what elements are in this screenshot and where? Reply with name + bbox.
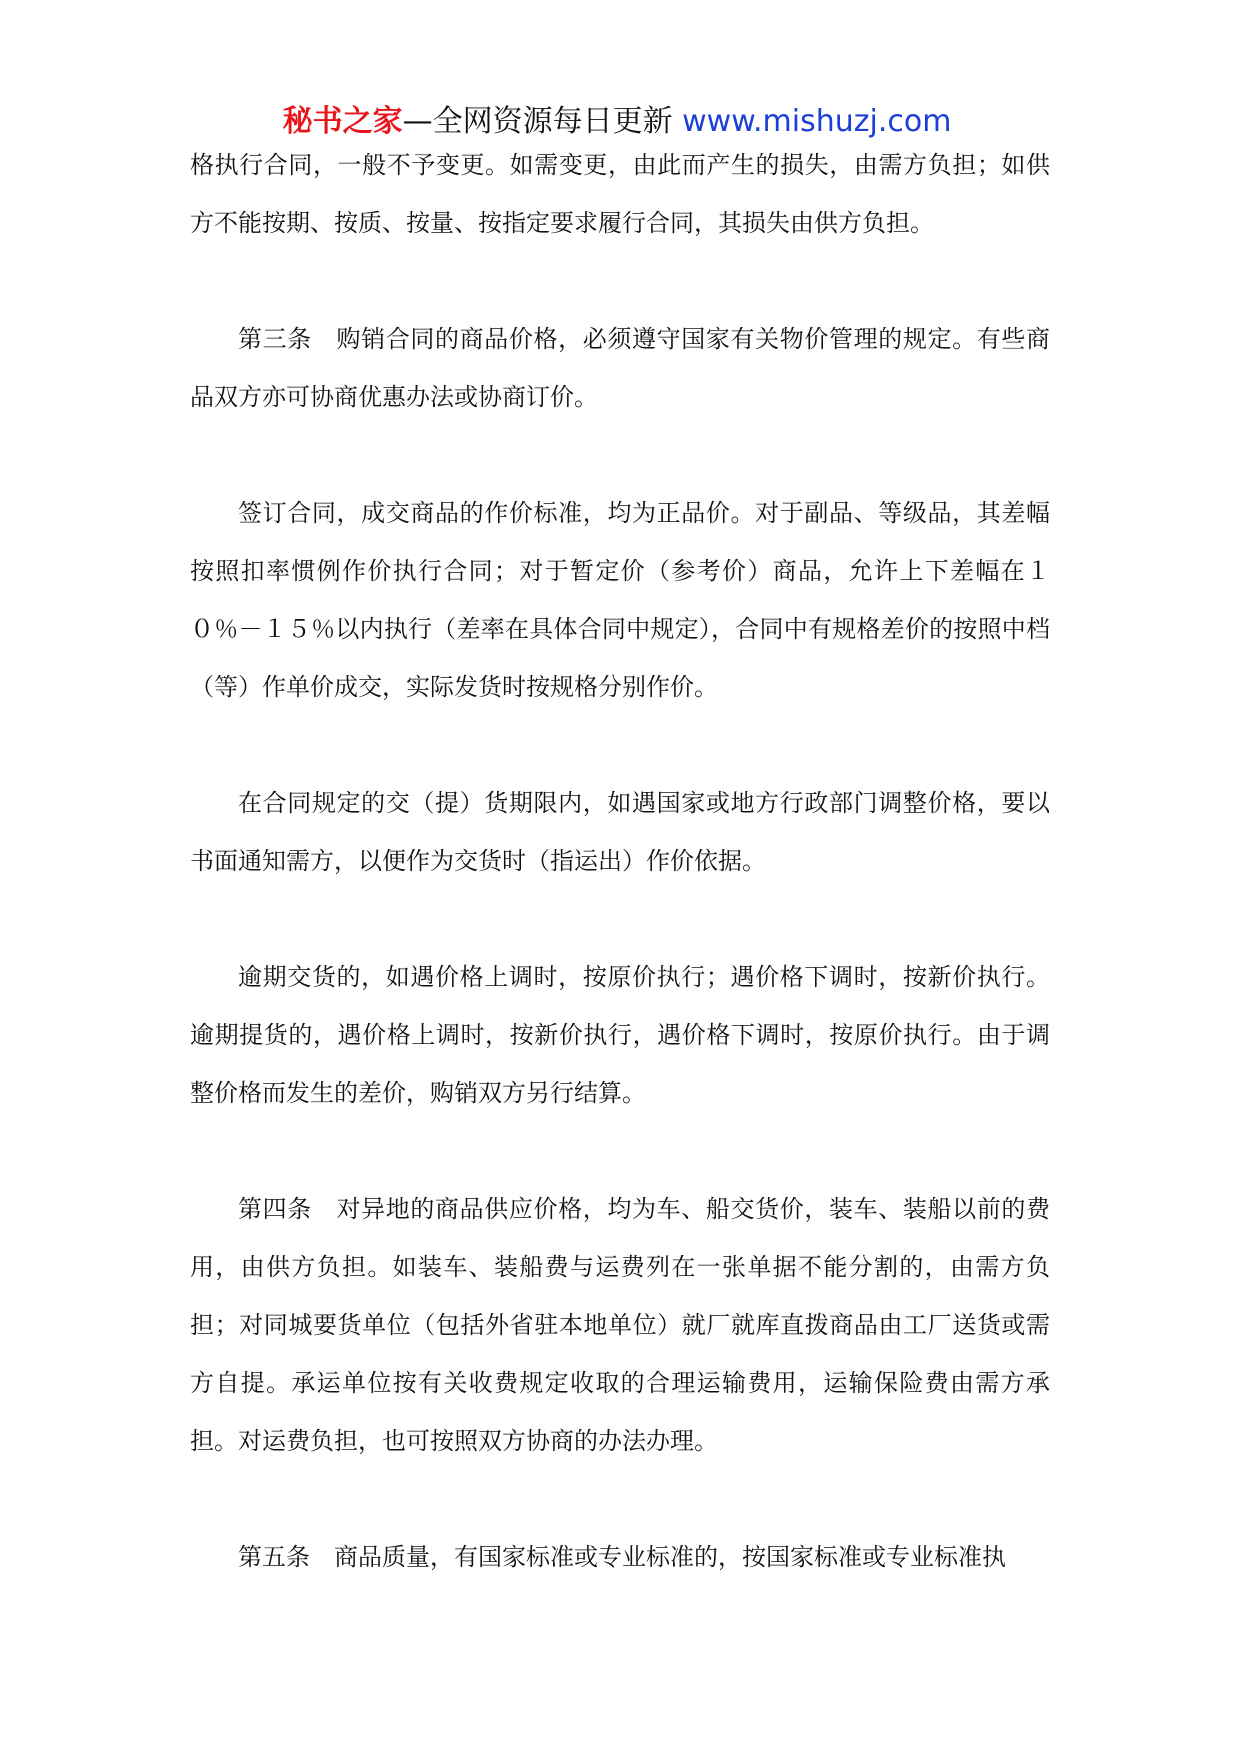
paragraph-article-3: 第三条 购销合同的商品价格，必须遵守国家有关物价管理的规定。有些商品双方亦可协商优惠办法或协商订价。 <box>190 325 1050 411</box>
paragraph-price-adjustment: 在合同规定的交（提）货期限内，如遇国家或地方行政部门调整价格，要以书面通知需方，以便作为交货时（指运出）作价依据。 <box>190 789 1050 875</box>
paragraph-article-5: 第五条 商品质量，有国家标准或专业标准的，按国家标准或专业标准执 <box>238 1543 1006 1571</box>
banner-brand: 秘书之家 <box>282 104 403 139</box>
paragraph-price-standard: 签订合同，成交商品的作价标准，均为正品价。对于副品、等级品，其差幅按照扣率惯例作价执行合同；对于暂定价（参考价）商品，允许上下差幅在１０％－１５％以内执行（差率在具体合同中规定），合同中有规格差价的按照中档（等）作单价成交，实际发货时按规格分别作价。 <box>190 499 1050 701</box>
paragraph-article-4: 第四条 对异地的商品供应价格，均为车、船交货价，装车、装船以前的费用，由供方负担。如装车、装船费与运费列在一张单据不能分割的，由需方负担；对同城要货单位（包括外省驻本地单位）就厂就库直拨商品由工厂送货或需方自提。承运单位按有关收费规定收取的合理运输费用，运输保险费由需方承担。对运费负担，也可按照双方协商的办法办理。 <box>190 1195 1050 1455</box>
paragraph-overdue-delivery: 逾期交货的，如遇价格上调时，按原价执行；遇价格下调时，按新价执行。逾期提货的，遇价格上调时，按新价执行，遇价格下调时，按原价执行。由于调整价格而发生的差价，购销双方另行结算。 <box>190 963 1050 1107</box>
banner-slogan: —全网资源每日更新 <box>402 104 673 139</box>
paragraph-continued: 格执行合同，一般不予变更。如需变更，由此而产生的损失，由需方负担；如供方不能按期、按质、按量、按指定要求履行合同，其损失由供方负担。 <box>190 151 1050 237</box>
document-body <box>190 136 1050 1644</box>
banner-url-link[interactable]: www.mishuzj.com <box>682 104 952 139</box>
